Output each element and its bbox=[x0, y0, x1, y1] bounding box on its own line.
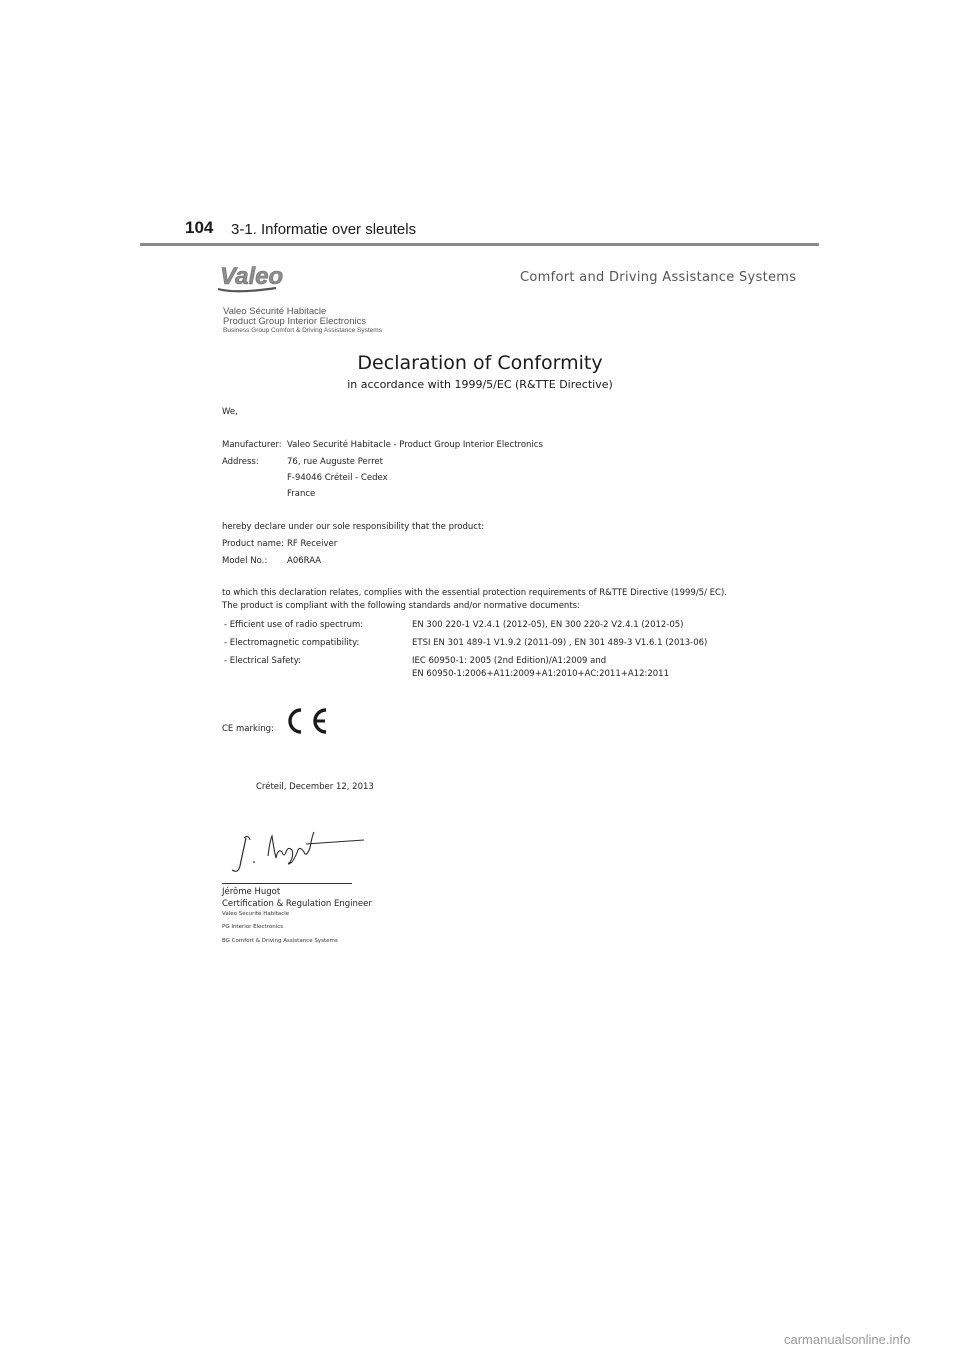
site-watermark: carmanualsonline.info bbox=[784, 1332, 911, 1347]
product-name-label: Product name: bbox=[222, 539, 284, 549]
standard-value-safety-2: EN 60950-1:2006+A11:2009+A1:2010+AC:2011+A12:2011 bbox=[412, 669, 669, 679]
company-business-group: Business Group Comfort & Driving Assistance Systems bbox=[223, 327, 382, 334]
standard-value-radio: EN 300 220-1 V2.4.1 (2012-05), EN 300 220-2 V2.4.1 (2012-05) bbox=[412, 620, 684, 630]
standard-label-radio: - Efficient use of radio spectrum: bbox=[224, 620, 364, 630]
company-tagline: Comfort and Driving Assistance Systems bbox=[520, 270, 797, 285]
compliance-statement: The product is compliant with the following standards and/or normative documents: bbox=[222, 601, 580, 611]
signatory-name: Jérôme Hugot bbox=[222, 887, 281, 897]
standard-value-safety-1: IEC 60950-1: 2005 (2nd Edition)/A1:2009 and bbox=[412, 656, 607, 666]
company-product-group: Product Group Interior Electronics bbox=[223, 316, 367, 327]
standard-label-emc: - Electromagnetic compatibility: bbox=[224, 638, 360, 648]
signatory-org-2: PG Interior Electronics bbox=[222, 924, 284, 930]
signatory-org-1: Valeo Sécurité Habitacle bbox=[222, 911, 290, 917]
page-number: 104 bbox=[185, 218, 214, 237]
address-label: Address: bbox=[222, 457, 259, 467]
salutation: We, bbox=[222, 407, 238, 417]
address-line-1: 76, rue Auguste Perret bbox=[287, 457, 383, 467]
manufacturer-value: Valeo Securité Habitacle - Product Group Interior Electronics bbox=[287, 440, 543, 450]
address-line-3: France bbox=[287, 489, 316, 499]
company-name: Valeo Sécurité Habitacle bbox=[223, 306, 327, 317]
place-date: Créteil, December 12, 2013 bbox=[256, 782, 374, 792]
model-label: Model No.: bbox=[222, 556, 268, 566]
ce-marking-label: CE marking: bbox=[222, 724, 274, 734]
ce-mark-icon bbox=[282, 706, 330, 736]
declaration-subtitle: in accordance with 1999/5/EC (R&TTE Directive) bbox=[347, 378, 613, 391]
valeo-logo bbox=[216, 262, 298, 298]
address-line-2: F-94046 Créteil - Cedex bbox=[287, 473, 388, 483]
relates-statement: to which this declaration relates, complies with the essential protection requirements of R&TTE Directive (1999/5/ EC). bbox=[222, 588, 727, 598]
model-value: A06RAA bbox=[287, 556, 322, 566]
standard-value-emc: ETSI EN 301 489-1 V1.9.2 (2011-09) , EN 301 489-3 V1.6.1 (2013-06) bbox=[412, 638, 708, 648]
handwritten-signature bbox=[226, 826, 366, 878]
signatory-org-3: BG Comfort & Driving Assistance Systems bbox=[222, 938, 338, 944]
manufacturer-label: Manufacturer: bbox=[222, 440, 282, 450]
declaration-title: Declaration of Conformity bbox=[357, 352, 603, 374]
product-name-value: RF Receiver bbox=[287, 539, 338, 549]
svg-text:Valeo: Valeo bbox=[220, 263, 284, 290]
standard-label-safety: - Electrical Safety: bbox=[224, 656, 301, 666]
hereby-statement: hereby declare under our sole responsibility that the product: bbox=[222, 522, 485, 532]
header-divider bbox=[140, 243, 819, 246]
section-title: 3-1. Informatie over sleutels bbox=[231, 221, 417, 238]
signature-line bbox=[222, 883, 352, 884]
signatory-title: Certification & Regulation Engineer bbox=[222, 899, 372, 909]
